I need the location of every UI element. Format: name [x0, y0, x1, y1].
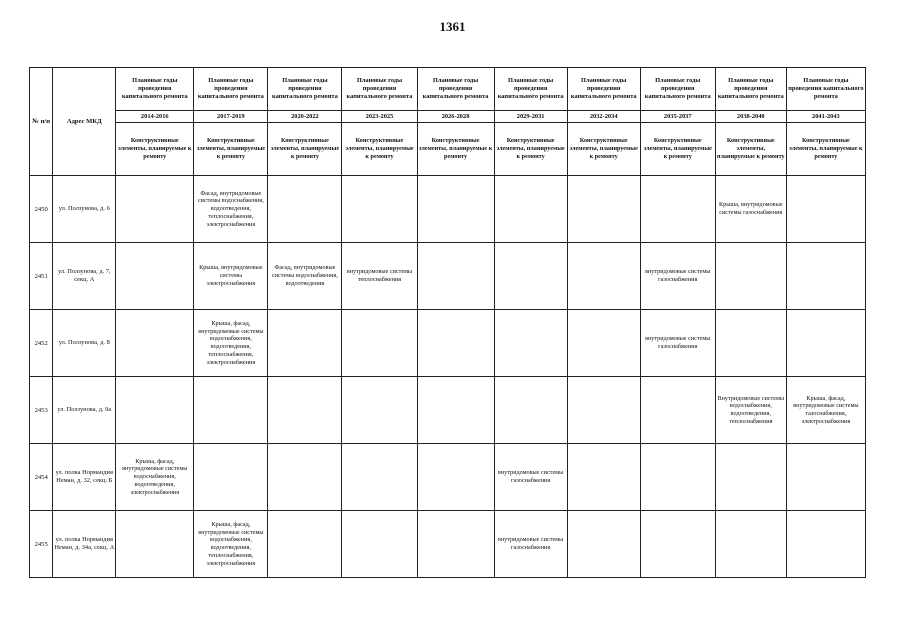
- period-elements-header: Конструктивные элементы, планируемые к ремонту: [417, 123, 494, 176]
- repair-elements-cell: [567, 444, 640, 511]
- period-years: 2038-2040: [715, 111, 786, 123]
- period-elements-header: Конструктивные элементы, планируемые к ремонту: [640, 123, 715, 176]
- repair-elements-cell: [494, 377, 567, 444]
- repair-elements-cell: [342, 310, 417, 377]
- repair-elements-cell: [268, 176, 342, 243]
- period-title: Плановые годы проведения капитального ремонта: [567, 68, 640, 111]
- table-row: [30, 310, 866, 377]
- table-row: [30, 176, 866, 243]
- period-title: Плановые годы проведения капитального ремонта: [640, 68, 715, 111]
- column-header-num: № п/п: [30, 68, 53, 176]
- page-number: 1361: [439, 19, 466, 34]
- repair-elements-cell: [715, 444, 786, 511]
- repair-elements-cell: [342, 511, 417, 578]
- repair-elements-cell: внутридомовые системы газоснабжения: [494, 511, 567, 578]
- repair-elements-cell: внутридомовые системы газоснабжения: [494, 444, 567, 511]
- row-address: ул. полка Нормандия Неман, д. 32, секц. Б: [53, 444, 116, 511]
- repair-elements-cell: [417, 511, 494, 578]
- capital-repair-table: [29, 67, 866, 578]
- repair-elements-cell: [268, 511, 342, 578]
- period-title: Плановые годы проведения капитального ремонта: [786, 68, 865, 111]
- repair-elements-cell: [268, 444, 342, 511]
- repair-elements-cell: [417, 444, 494, 511]
- period-title: Плановые годы проведения капитального ремонта: [342, 68, 417, 111]
- repair-elements-cell: [194, 377, 268, 444]
- repair-elements-cell: [494, 243, 567, 310]
- repair-elements-cell: [417, 176, 494, 243]
- period-elements-header: Конструктивные элементы, планируемые к ремонту: [715, 123, 786, 176]
- repair-elements-cell: Фасад, внутридомовые системы водоснабжения, водоотведения: [268, 243, 342, 310]
- repair-elements-cell: [116, 511, 194, 578]
- row-address: ул. Ползунова, д. 9а: [53, 377, 116, 444]
- period-years: 2032-2034: [567, 111, 640, 123]
- row-number: 2453: [30, 377, 53, 444]
- repair-elements-cell: внутридомовые системы теплоснабжения: [342, 243, 417, 310]
- period-years: 2029-2031: [494, 111, 567, 123]
- row-number: 2450: [30, 176, 53, 243]
- period-title: Плановые годы проведения капитального ремонта: [194, 68, 268, 111]
- table-row: [30, 511, 866, 578]
- repair-elements-cell: [268, 310, 342, 377]
- period-title: Плановые годы проведения капитального ремонта: [268, 68, 342, 111]
- row-address: ул. Ползунова, д. 6: [53, 176, 116, 243]
- repair-elements-cell: [417, 377, 494, 444]
- repair-elements-cell: [567, 511, 640, 578]
- repair-elements-cell: [786, 511, 865, 578]
- repair-elements-cell: Внутридомовые системы водоснабжения, водоотведения, теплоснабжения: [715, 377, 786, 444]
- repair-elements-cell: Крыша, фасад, внутридомовые системы водоснабжения, водоотведения, теплоснабжения, электроснабжения: [194, 310, 268, 377]
- repair-elements-cell: [640, 511, 715, 578]
- row-number: 2454: [30, 444, 53, 511]
- repair-elements-cell: [116, 176, 194, 243]
- period-elements-header: Конструктивные элементы, планируемые к ремонту: [494, 123, 567, 176]
- repair-elements-cell: [116, 377, 194, 444]
- period-years: 2041-2043: [786, 111, 865, 123]
- period-elements-header: Конструктивные элементы, планируемые к ремонту: [786, 123, 865, 176]
- period-elements-header: Конструктивные элементы, планируемые к ремонту: [268, 123, 342, 176]
- repair-elements-cell: [567, 377, 640, 444]
- row-number: 2452: [30, 310, 53, 377]
- period-elements-header: Конструктивные элементы, планируемые к ремонту: [194, 123, 268, 176]
- repair-elements-cell: [640, 444, 715, 511]
- repair-elements-cell: [417, 310, 494, 377]
- repair-elements-cell: Крыша, внутридомовые системы газоснабжения: [715, 176, 786, 243]
- row-address: ул. полка Нормандия Неман, д. 34а, секц. А: [53, 511, 116, 578]
- repair-elements-cell: [786, 243, 865, 310]
- table-row: [30, 377, 866, 444]
- period-title: Плановые годы проведения капитального ремонта: [417, 68, 494, 111]
- row-number: 2451: [30, 243, 53, 310]
- repair-elements-cell: [342, 377, 417, 444]
- period-title: Плановые годы проведения капитального ремонта: [116, 68, 194, 111]
- table-row: [30, 444, 866, 511]
- column-header-address: Адрес МКД: [53, 68, 116, 176]
- repair-elements-cell: [640, 377, 715, 444]
- repair-elements-cell: [116, 243, 194, 310]
- row-address: ул. Ползунова, д. 8: [53, 310, 116, 377]
- repair-elements-cell: внутридомовые системы газоснабжения: [640, 243, 715, 310]
- repair-elements-cell: [715, 310, 786, 377]
- repair-elements-cell: [786, 444, 865, 511]
- repair-elements-cell: Фасад, внутридомовые системы водоснабжения, водоотведения, теплоснабжения, электроснабжения: [194, 176, 268, 243]
- row-address: ул. Ползунова, д. 7, секц. А: [53, 243, 116, 310]
- period-years: 2035-2037: [640, 111, 715, 123]
- repair-elements-cell: [342, 444, 417, 511]
- table-header: [30, 68, 866, 176]
- repair-elements-cell: [567, 243, 640, 310]
- repair-elements-cell: [715, 243, 786, 310]
- period-years: 2014-2016: [116, 111, 194, 123]
- repair-elements-cell: [494, 310, 567, 377]
- repair-elements-cell: [194, 444, 268, 511]
- repair-elements-cell: [786, 176, 865, 243]
- period-years: 2017-2019: [194, 111, 268, 123]
- repair-elements-cell: [417, 243, 494, 310]
- repair-elements-cell: [715, 511, 786, 578]
- repair-elements-cell: Крыша, фасад, внутридомовые системы газоснабжения, электроснабжения: [786, 377, 865, 444]
- period-elements-header: Конструктивные элементы, планируемые к ремонту: [116, 123, 194, 176]
- repair-elements-cell: [116, 310, 194, 377]
- period-elements-header: Конструктивные элементы, планируемые к ремонту: [567, 123, 640, 176]
- repair-elements-cell: [342, 176, 417, 243]
- period-elements-header: Конструктивные элементы, планируемые к ремонту: [342, 123, 417, 176]
- table-row: [30, 243, 866, 310]
- repair-elements-cell: [786, 310, 865, 377]
- repair-elements-cell: [640, 176, 715, 243]
- period-years: 2023-2025: [342, 111, 417, 123]
- repair-elements-cell: [268, 377, 342, 444]
- repair-elements-cell: Крыша, внутридомовые системы электроснабжения: [194, 243, 268, 310]
- repair-elements-cell: Крыша, фасад, внутридомовые системы водоснабжения, водоотведения, теплоснабжения, электроснабжения: [194, 511, 268, 578]
- period-title: Плановые годы проведения капитального ремонта: [715, 68, 786, 111]
- repair-elements-cell: [567, 176, 640, 243]
- repair-elements-cell: внутридомовые системы газоснабжения: [640, 310, 715, 377]
- period-years: 2020-2022: [268, 111, 342, 123]
- repair-elements-cell: [494, 176, 567, 243]
- repair-elements-cell: Крыша, фасад, внутридомовые системы водоснабжения, водоотведения, электроснабжения: [116, 444, 194, 511]
- repair-elements-cell: [567, 310, 640, 377]
- period-title: Плановые годы проведения капитального ремонта: [494, 68, 567, 111]
- row-number: 2455: [30, 511, 53, 578]
- period-years: 2026-2028: [417, 111, 494, 123]
- table-body: [30, 176, 866, 578]
